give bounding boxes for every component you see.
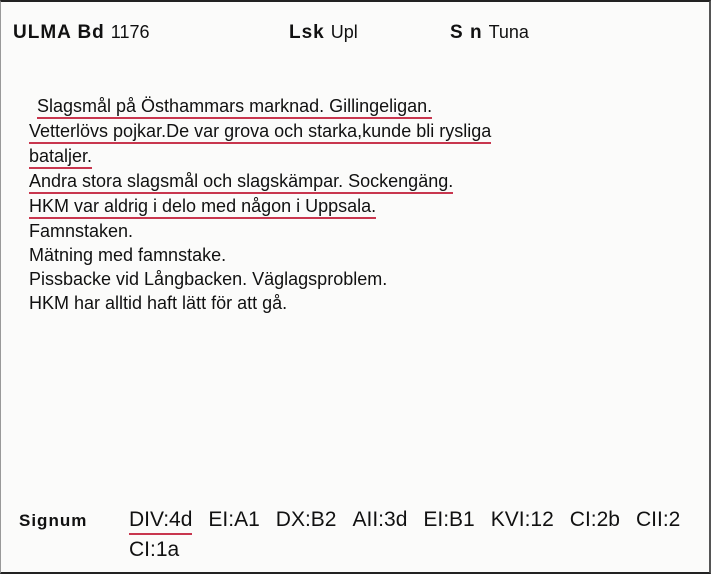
signum-code: DIV:4d [129, 507, 192, 535]
text-line-content: Slagsmål på Östhammars marknad. Gillingeligan. [37, 95, 432, 119]
ulma-value: 1176 [110, 22, 150, 42]
signum-code: CI:2b [569, 508, 620, 531]
text-line [29, 119, 689, 144]
text-line [29, 194, 689, 219]
lsk-value: Upl [330, 22, 358, 42]
text-line-content: HKM var aldrig i delo med någon i Uppsala. [29, 195, 376, 219]
signum-codes [129, 505, 709, 565]
content-lines [29, 94, 689, 315]
text-line [29, 169, 689, 194]
ulma-label: ULMA Bd [13, 22, 105, 43]
text-line [29, 144, 689, 169]
header-sn-field [450, 22, 529, 44]
text-line-content: bataljer. [29, 145, 92, 169]
signum-code: KVI:12 [490, 508, 554, 531]
signum-code: EI:B1 [423, 508, 475, 531]
text-line [29, 219, 689, 243]
signum-label: Signum [19, 511, 88, 530]
text-line [29, 267, 689, 291]
signum-code: AII:3d [352, 508, 408, 531]
signum-code: EI:A1 [208, 508, 260, 531]
signum-code: DX:B2 [275, 508, 337, 531]
text-line-content: HKM har alltid haft lätt för att gå. [29, 293, 288, 313]
text-line [29, 291, 689, 315]
text-line [29, 94, 689, 119]
header-ulma-field [13, 22, 150, 44]
text-line-content: Pissbacke vid Långbacken. Väglagsproblem. [29, 269, 388, 289]
text-line-content: Andra stora slagsmål och slagskämpar. Sockengäng. [29, 170, 453, 194]
text-line-content: Vetterlövs pojkar.De var grova och starka,kunde bli rysliga [29, 120, 491, 144]
text-line [29, 243, 689, 267]
header-lsk-field [289, 22, 358, 44]
text-line-content: Famnstaken. [29, 221, 134, 241]
lsk-label: Lsk [289, 22, 325, 43]
signum-code: CII:2 [636, 508, 681, 531]
signum-code: CI:1a [129, 538, 180, 561]
sn-label: S n [450, 22, 483, 43]
sn-value: Tuna [488, 22, 529, 42]
text-line-content: Mätning med famnstake. [29, 245, 227, 265]
